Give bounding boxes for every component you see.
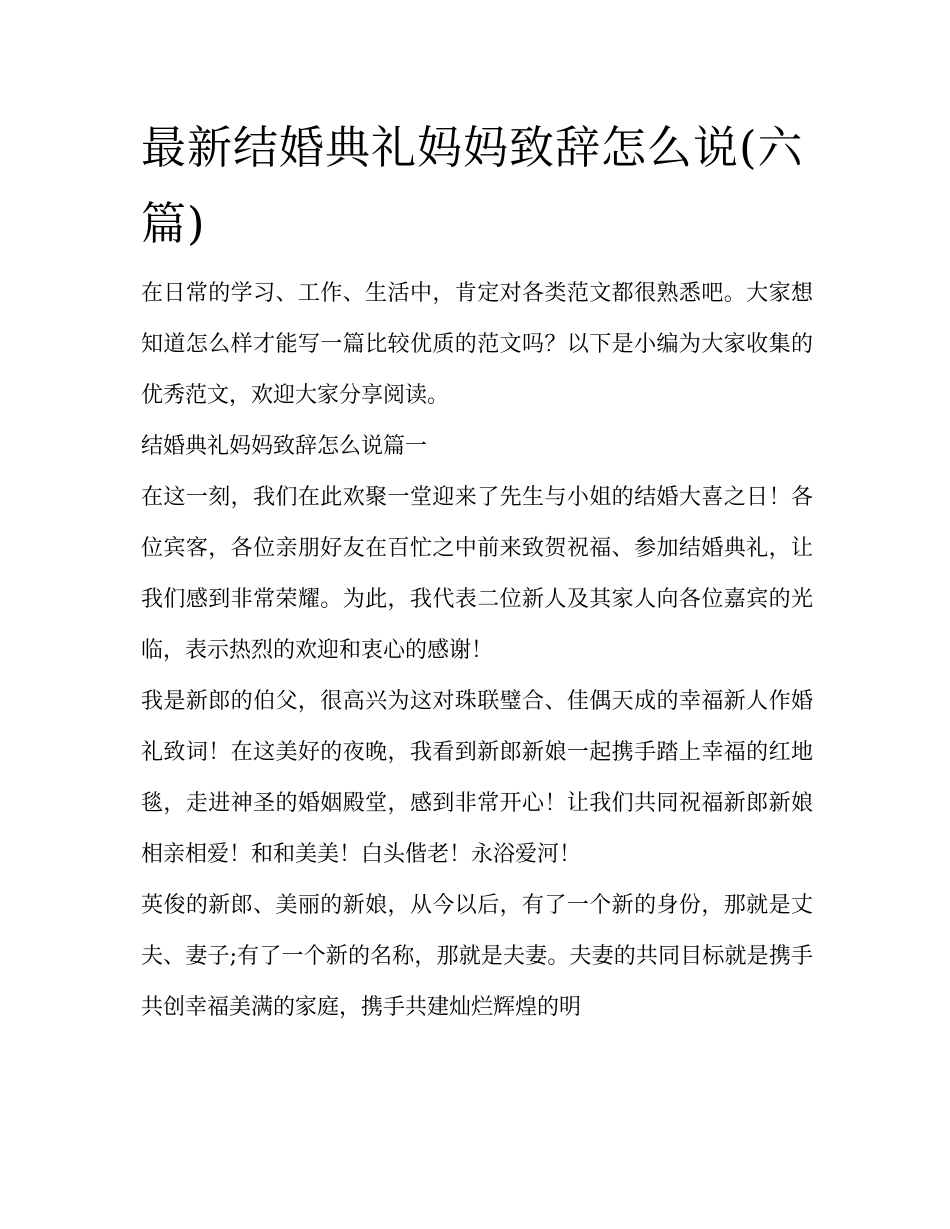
document-page: [141, 110, 813, 1033]
body-paragraph: 英俊的新郎、美丽的新娘，从今以后，有了一个新的身份，那就是丈夫、妻子;有了一个新的名称，那就是夫妻。夫妻的共同目标就是携手共创幸福美满的家庭，携手共建灿烂辉煌的明: [141, 893, 813, 1020]
document-title: 最新结婚典礼妈妈致辞怎么说(六篇): [141, 121, 804, 250]
intro-paragraph: 在日常的学习、工作、生活中，肯定对各类范文都很熟悉吧。大家想知道怎么样才能写一篇比较优质的范文吗？以下是小编为大家收集的优秀范文，欢迎大家分享阅读。: [141, 281, 813, 408]
body-paragraph: 我是新郎的伯父，很高兴为这对珠联璧合、佳偶天成的幸福新人作婚礼致词！在这美好的夜晚，我看到新郎新娘一起携手踏上幸福的红地毯，走进神圣的婚姻殿堂，感到非常开心！让我们共同祝福新郎新娘相亲相爱！和和美美！白头偕老！永浴爱河！: [141, 689, 813, 867]
body-paragraph: 在这一刻，我们在此欢聚一堂迎来了先生与小姐的结婚大喜之日！各位宾客，各位亲朋好友在百忙之中前来致贺祝福、参加结婚典礼，让我们感到非常荣耀。为此，我代表二位新人及其家人向各位嘉宾的光临，表示热烈的欢迎和衷心的感谢！: [141, 485, 813, 663]
section-heading: 结婚典礼妈妈致辞怎么说篇一: [141, 434, 428, 459]
